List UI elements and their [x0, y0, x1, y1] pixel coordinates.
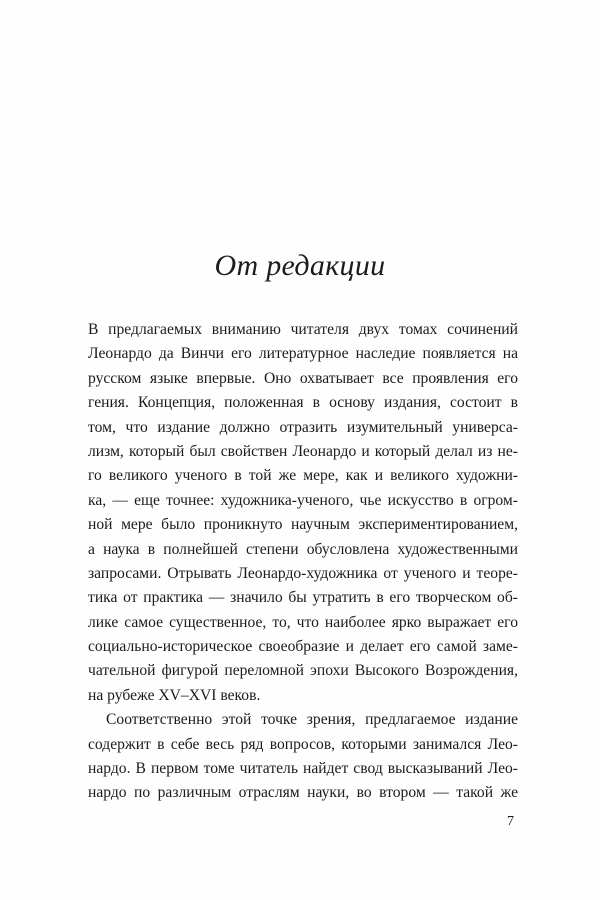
text-line: на рубеже XV–XVI веков. — [88, 686, 261, 704]
text-line: ка, — еще точнее: художника-ученого, чье искусство в огром- — [88, 491, 518, 509]
text-line: го великого ученого в той же мере, как и великого художни- — [88, 467, 518, 485]
text-line: том, что издание должно отразить изумительный универса- — [88, 418, 518, 436]
text-line: нардо по различным отраслям науки, во втором — такой же — [88, 784, 518, 802]
text-line: ной мере было проникнуто научным экспериментированием, — [88, 516, 518, 534]
body-text — [88, 318, 518, 806]
chapter-title: От редакции — [214, 249, 386, 282]
text-line: чательной фигурой переломной эпохи Высокого Возрождения, — [88, 662, 518, 680]
text-line: Соответственно этой точке зрения, предлагаемое издание — [106, 711, 518, 729]
text-line: гения. Концепция, положенная в основу издания, состоит в — [88, 394, 518, 412]
text-line: лизм, который был свойствен Леонардо и который делал из не- — [88, 442, 518, 460]
text-line: а наука в полнейшей степени обусловлена художественными — [88, 540, 518, 558]
page-number: 7 — [507, 814, 514, 829]
text-line: содержит в себе весь ряд вопросов, которыми занимался Лео- — [88, 735, 518, 753]
text-line: запросами. Отрывать Леонардо-художника от ученого и теоре- — [88, 564, 518, 582]
text-line: лике самое существенное, то, что наиболее ярко выражает его — [88, 613, 518, 631]
text-line: русском языке впервые. Оно охватывает все проявления его — [88, 369, 518, 387]
text-line: Леонардо да Винчи его литературное наследие появляется на — [88, 345, 518, 363]
text-line: тика от практика — значило бы утратить в его творческом об- — [88, 589, 518, 607]
text-line: В предлагаемых вниманию читателя двух томах сочинений — [88, 321, 518, 338]
text-line: социально-историческое своеобразие и делает его самой заме- — [88, 638, 518, 656]
text-line: нардо. В первом томе читатель найдет свод высказываний Лео- — [88, 760, 518, 778]
